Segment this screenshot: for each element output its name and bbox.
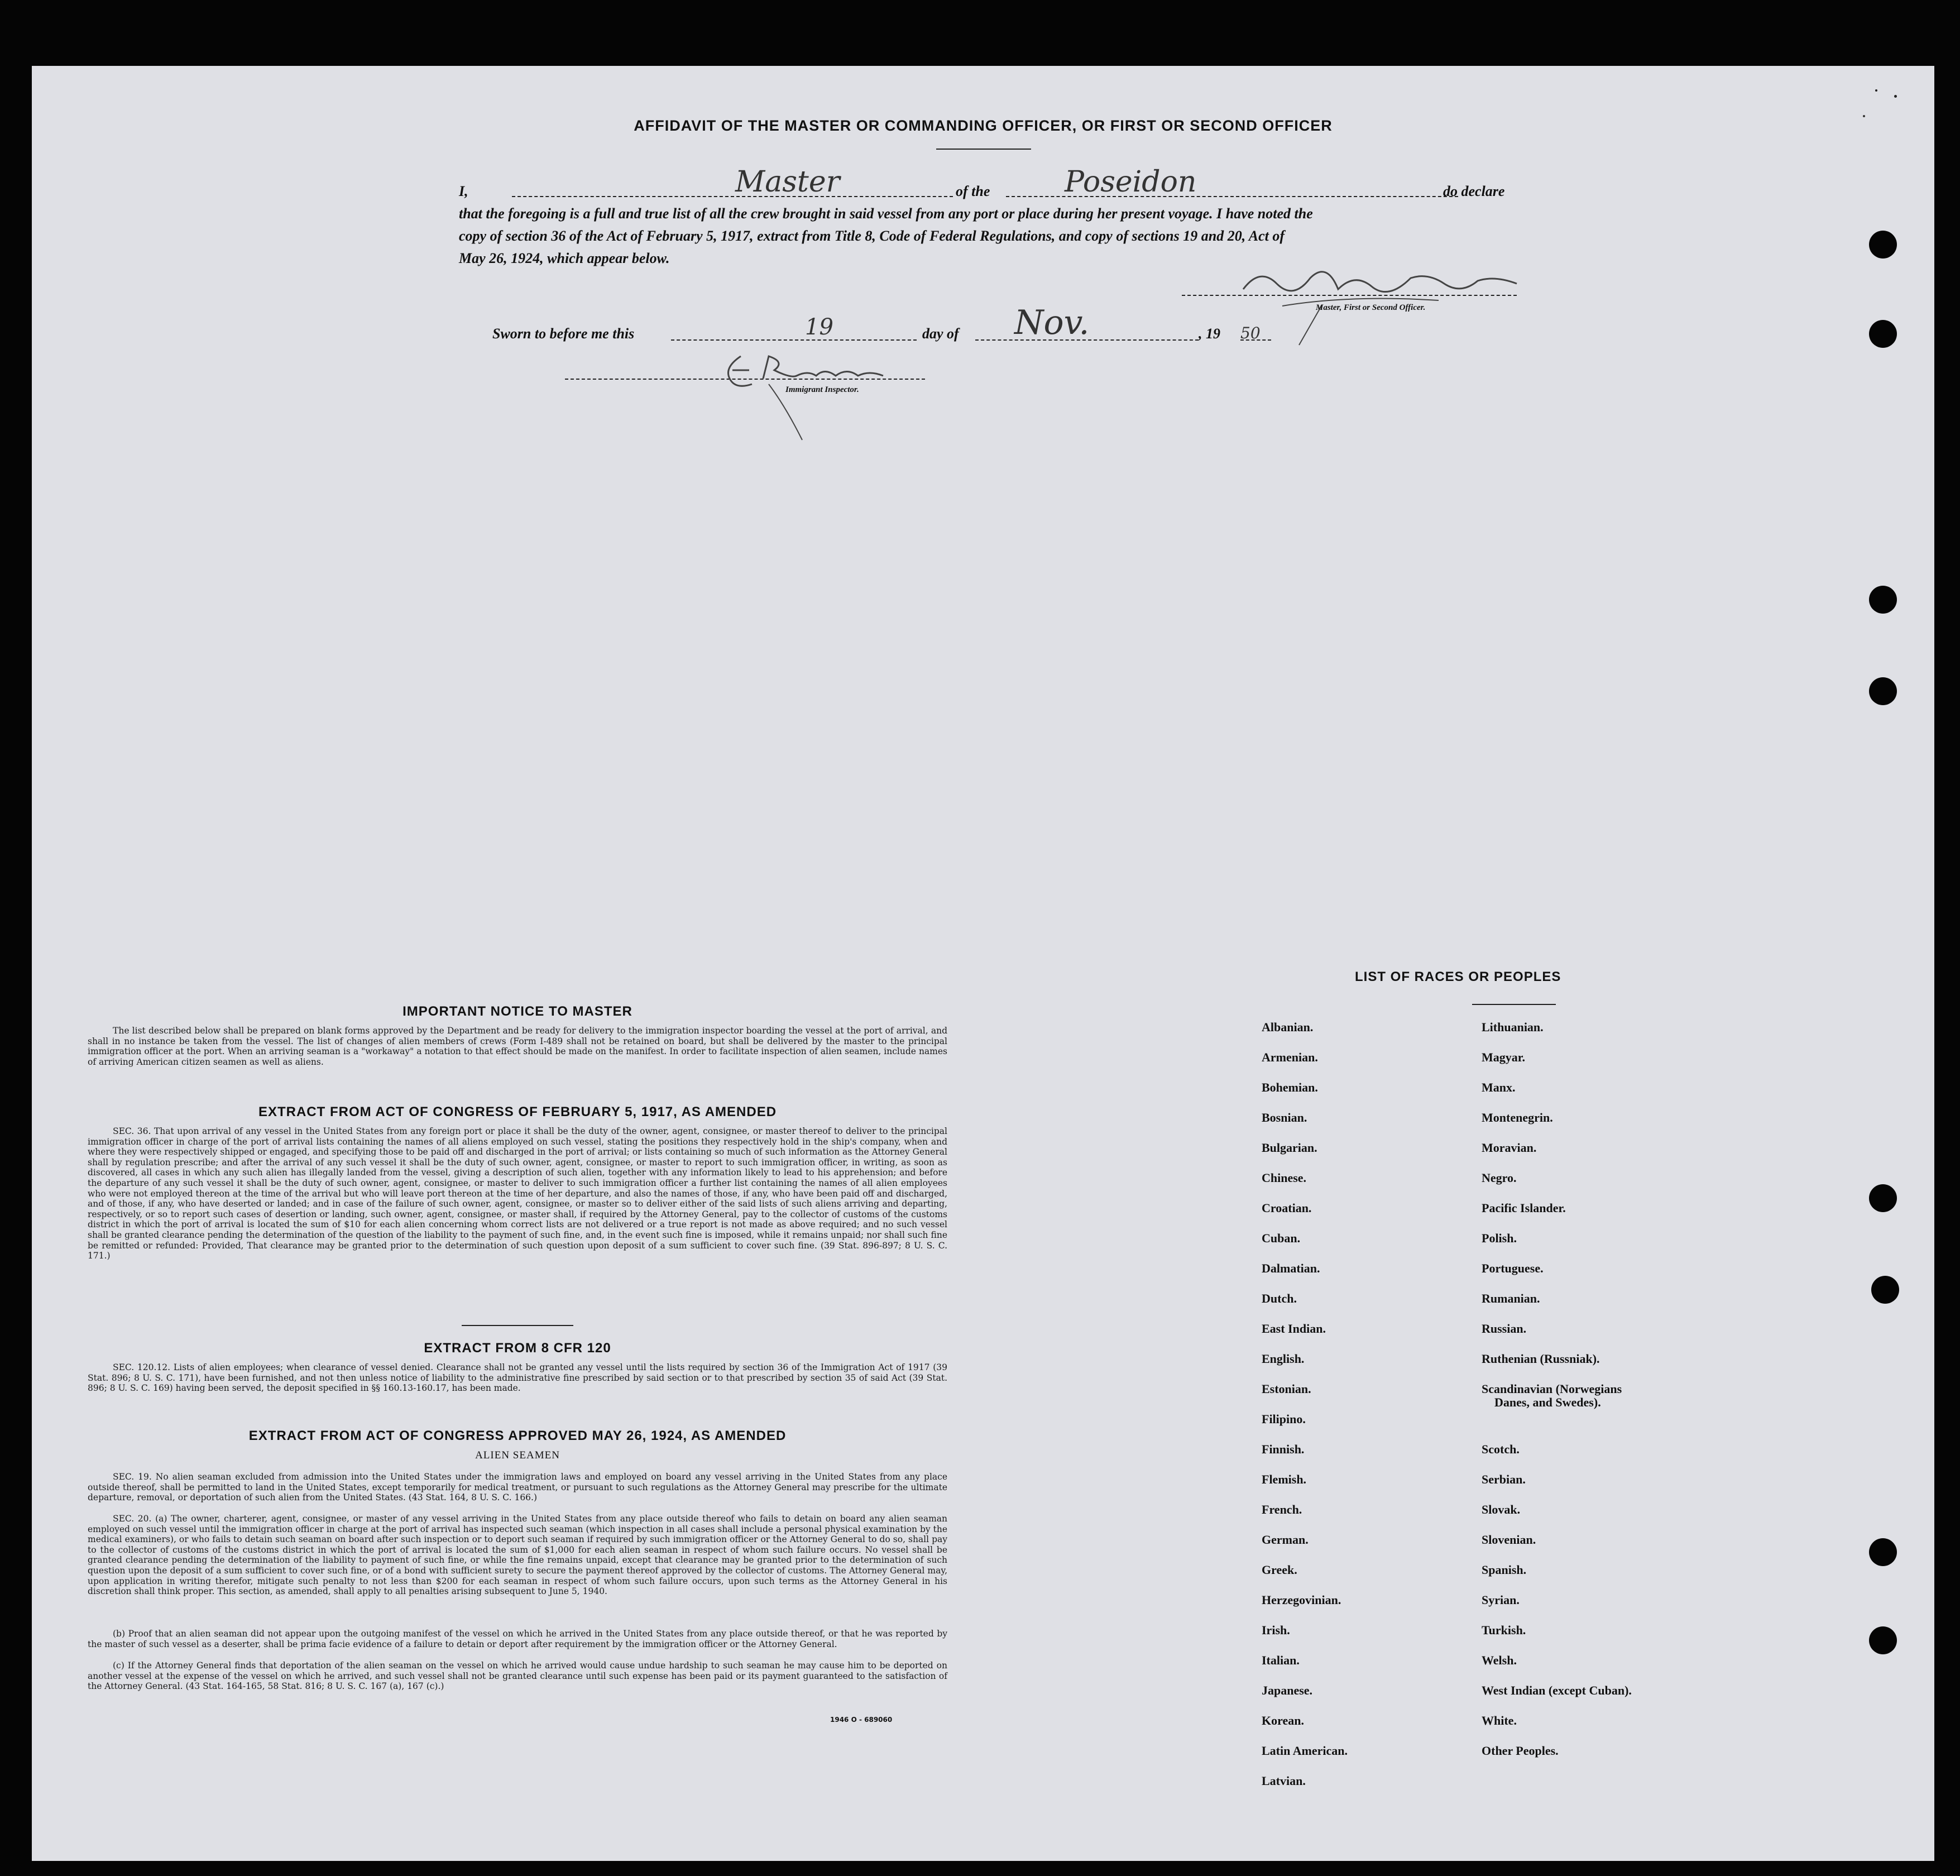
- race-item: Welsh.: [1482, 1653, 1517, 1667]
- extract-1924-sec20a: SEC. 20. (a) The owner, charterer, agent, consignee, or master of any vessel arriving in the United States from any place outside thereof who fails to detain on board any alien seaman employed on such vessel until the immigration officer in charge at the port of arrival has inspected such seaman (which inspection in all cases shall include a personal physical examination by the medical examiners), or who fails to detain such seaman on board after such inspection or to deport such seaman if required by such immigration officer or the Attorney General to do so, shall pay to the collector of customs of the customs district in which the port of arrival is located the sum of $1,000 for each alien seaman in respect of whom such failure occurs. No vessel shall be granted clearance pending the determination of the liability to payment of such fine, or while the fine remains unpaid, except that clearance may be granted prior to the determination of such question upon the deposit of a sum sufficient to cover such fine, or of a bond with sufficient surety to secure the payment thereof approved by the collector of customs. The Attorney General may, upon application in writing therefor, mitigate such penalty to not less than $200 for each seaman in respect of whom such failure occurs, upon such terms as the Attorney General in his discretion shall think proper. This section, as amended, shall apply to all penalties arising subsequent to June 5, 1940.: [88, 1514, 947, 1597]
- race-item: Latvian.: [1262, 1774, 1306, 1788]
- punch-hole: [1869, 320, 1897, 348]
- race-item: Bohemian.: [1262, 1080, 1318, 1094]
- race-item: Estonian.: [1262, 1382, 1311, 1396]
- race-item: Korean.: [1262, 1714, 1304, 1727]
- race-item: Pacific Islander.: [1482, 1201, 1566, 1215]
- race-item: Slovak.: [1482, 1502, 1521, 1516]
- section-divider: [462, 1325, 573, 1326]
- race-item: West Indian (except Cuban).: [1482, 1683, 1632, 1697]
- race-item: Finnish.: [1262, 1442, 1305, 1456]
- filled-rank: Master: [735, 165, 840, 199]
- notice-body: The list described below shall be prepared on blank forms approved by the Department and be ready for delivery to the immigration inspector boarding the vessel at the port of arrival, and shall in no instance be taken from the vessel. The list of changes of alien members of crews (Form I-489 shall not be retained on board, but shall be delivered by the master to the principal immigration officer at the port. When an arriving seaman is a "workaway" a notation to that effect should be made on the manifest. In order to facilitate inspection of alien seamen, include names of arriving American citizen seamen as well as aliens.: [88, 1026, 947, 1067]
- extract-1917-title: EXTRACT FROM ACT OF CONGRESS OF FEBRUARY 5, 1917, AS AMENDED: [258, 1104, 777, 1119]
- punch-hole: [1869, 231, 1897, 259]
- punch-hole: [1871, 1276, 1899, 1304]
- print-code: 1946 O - 689060: [830, 1716, 893, 1724]
- declaration-line-1-suffix: do declare: [1443, 183, 1505, 199]
- declaration-line-1-prefix: I,: [459, 183, 468, 199]
- punch-hole: [1869, 586, 1897, 614]
- race-item: Moravian.: [1482, 1141, 1537, 1155]
- extract-1924-sec20c: (c) If the Attorney General finds that deportation of the alien seaman on the vessel on which he arrived would cause undue hardship to such seaman he may cause him to be deported on another vessel at the expense of the vessel on which he arrived, and such vessel shall not be granted clearance until such expense has been paid or its payment guaranteed to the satisfaction of the Attorney General. (43 Stat. 164-165, 58 Stat. 816; 8 U. S. C. 167 (a), 167 (c).): [88, 1660, 947, 1692]
- officer-caption: Master, First or Second Officer.: [1316, 303, 1426, 312]
- race-item: East Indian.: [1262, 1322, 1326, 1336]
- punch-hole: [1869, 1538, 1897, 1566]
- filled-vessel: Poseidon: [1065, 165, 1197, 199]
- sworn-year-prefix: , 19: [1199, 326, 1220, 342]
- race-item: Danes, and Swedes).: [1494, 1395, 1601, 1409]
- race-item: French.: [1262, 1502, 1302, 1516]
- extract-1924-sec20b: (b) Proof that an alien seaman did not appear upon the outgoing manifest of the vessel on which he arrived in the United States from any place outside thereof, or that he was reported by the master of such vessel as a deserter, shall be prima facie evidence of a failure to detain or deport after requirement by the immigration officer or the Attorney General.: [88, 1629, 947, 1649]
- race-item: Herzegovinian.: [1262, 1593, 1341, 1607]
- speck: [1875, 89, 1877, 92]
- sworn-day-field: [671, 339, 917, 341]
- punch-hole: [1869, 677, 1897, 705]
- declaration-line-3: copy of section 36 of the Act of February 5, 1917, extract from Title 8, Code of Federal Regulations, and copy of sections 19 and 20, Act of: [459, 228, 1285, 244]
- document-page: [32, 66, 1934, 1861]
- race-item: Armenian.: [1262, 1050, 1318, 1064]
- sworn-day-label: day of: [922, 326, 959, 342]
- race-item: Irish.: [1262, 1623, 1290, 1637]
- inspector-caption: Immigrant Inspector.: [785, 385, 859, 394]
- speck: [1894, 95, 1897, 98]
- inspector-signature: [718, 345, 919, 446]
- extract-1924-title: EXTRACT FROM ACT OF CONGRESS APPROVED MAY 26, 1924, AS AMENDED: [248, 1428, 787, 1443]
- filled-month: Nov.: [1014, 303, 1090, 342]
- rank-field: [512, 196, 953, 197]
- race-item: Latin American.: [1262, 1744, 1348, 1758]
- races-title: LIST OF RACES OR PEOPLES: [1355, 969, 1561, 984]
- affidavit-title: AFFIDAVIT OF THE MASTER OR COMMANDING OFFICER, OR FIRST OR SECOND OFFICER: [634, 117, 1333, 134]
- race-item: Dutch.: [1262, 1291, 1297, 1305]
- race-item: Polish.: [1482, 1231, 1517, 1245]
- race-item: English.: [1262, 1352, 1305, 1366]
- title-underline: [936, 149, 1031, 150]
- race-item: Bosnian.: [1262, 1111, 1307, 1124]
- race-item: Dalmatian.: [1262, 1261, 1320, 1275]
- sworn-prefix: Sworn to before me this: [492, 326, 635, 342]
- race-item: Serbian.: [1482, 1472, 1526, 1486]
- race-item: Montenegrin.: [1482, 1111, 1553, 1124]
- race-item: Chinese.: [1262, 1171, 1307, 1185]
- filled-year: 50: [1240, 324, 1261, 342]
- declaration-line-1-mid: of the: [956, 183, 990, 199]
- extract-1924-sec19: SEC. 19. No alien seaman excluded from admission into the United States under the immigration laws and employed on board any vessel arriving in the United States from any place outside thereof, shall be permitted to land in the United States, except temporarily for medical treatment, or pursuant to such regulations as the Attorney General may prescribe for the ultimate departure, removal, or deportation of such alien from the United States. (43 Stat. 164, 8 U. S. C. 166.): [88, 1472, 947, 1503]
- races-title-underline: [1472, 1004, 1556, 1005]
- race-item: Japanese.: [1262, 1683, 1313, 1697]
- race-item: White.: [1482, 1714, 1517, 1727]
- race-item: Scotch.: [1482, 1442, 1520, 1456]
- race-item: Filipino.: [1262, 1412, 1306, 1426]
- race-item: Rumanian.: [1482, 1291, 1540, 1305]
- race-item: Albanian.: [1262, 1020, 1314, 1034]
- race-item: Other Peoples.: [1482, 1744, 1559, 1758]
- race-item: Croatian.: [1262, 1201, 1312, 1215]
- race-item: Scandinavian (Norwegians: [1482, 1382, 1622, 1396]
- race-item: Lithuanian.: [1482, 1020, 1544, 1034]
- race-item: Russian.: [1482, 1322, 1527, 1336]
- race-item: Portuguese.: [1482, 1261, 1544, 1275]
- race-item: Magyar.: [1482, 1050, 1526, 1064]
- race-item: Bulgarian.: [1262, 1141, 1317, 1155]
- race-item: Italian.: [1262, 1653, 1300, 1667]
- punch-hole: [1869, 1184, 1897, 1212]
- race-item: Turkish.: [1482, 1623, 1526, 1637]
- race-item: Manx.: [1482, 1080, 1516, 1094]
- race-item: Negro.: [1482, 1171, 1517, 1185]
- punch-hole: [1869, 1626, 1897, 1654]
- declaration-line-2: that the foregoing is a full and true list of all the crew brought in said vessel from any port or place during her present voyage. I have noted the: [459, 205, 1313, 222]
- race-item: Greek.: [1262, 1563, 1297, 1577]
- extract-cfr-body: SEC. 120.12. Lists of alien employees; when clearance of vessel denied. Clearance shall not be granted any vessel until the lists required by section 36 of the Immigration Act of 1917 (39 Stat. 896; 8 U. S. C. 171), have been furnished, and not then unless notice of liability to the administrative fine prescribed by said section or to that prescribed by section 35 of said Act (39 Stat. 896; 8 U. S. C. 169) having been served, the deposit specified in §§ 160.13-160.17, has been made.: [88, 1362, 947, 1394]
- race-item: Flemish.: [1262, 1472, 1307, 1486]
- race-item: Syrian.: [1482, 1593, 1520, 1607]
- race-item: German.: [1262, 1533, 1309, 1547]
- race-item: Cuban.: [1262, 1231, 1301, 1245]
- race-item: Spanish.: [1482, 1563, 1527, 1577]
- extract-cfr-title: EXTRACT FROM 8 CFR 120: [424, 1341, 611, 1356]
- extract-1924-subtitle: ALIEN SEAMEN: [475, 1449, 560, 1461]
- notice-title: IMPORTANT NOTICE TO MASTER: [402, 1004, 632, 1019]
- race-item: Slovenian.: [1482, 1533, 1536, 1547]
- declaration-line-4: May 26, 1924, which appear below.: [459, 250, 670, 266]
- race-item: Ruthenian (Russniak).: [1482, 1352, 1600, 1366]
- extract-1917-body: SEC. 36. That upon arrival of any vessel in the United States from any foreign port or place it shall be the duty of the owner, agent, consignee, or master thereof to deliver to the principal immigration officer in charge of the port of arrival lists containing the names of all aliens employed on such vessel, stating the positions they respectively hold in the ship's company, when and where they were respectively shipped or engaged, and specifying those to be paid off and discharged in the port of arrival; or lists containing so much of such information as the Attorney General shall by regulation prescribe; and after the arrival of any such vessel it shall be the duty of such owner, agent, consignee, or master to report to such immigration officer, in writing, as soon as discovered, all cases in which any such alien has illegally landed from the vessel, giving a description of such alien, together with any information likely to lead to his apprehension; and before the departure of any such vessel it shall be the duty of such owner, agent, consignee, or master to deliver to such immigration officer a further list containing the names of all alien employees who were not employed thereon at the time of the arrival but who will leave port thereon at the time of her departure, and also the names of those, if any, who have been paid off and discharged, and of those, if any, who have deserted or landed; and in case of the failure of such owner, agent, consignee, or master so to deliver either of the said lists of such aliens arriving and departing, respectively, or so to report such cases of desertion or landing, such owner, agent, consignee, or master shall, if required by the Attorney General, pay to the collector of customs of the customs district in which the port of arrival is located the sum of $10 for each alien concerning whom correct lists are not delivered or a true report is not made as above required; and no such vessel shall be granted clearance pending the determination of the question of the liability to the payment of such fine, and, in the event such fine is imposed, while it remains unpaid; nor shall such fine be remitted or refunded: Provided, That clearance may be granted prior to the determination of such question upon deposit of a sum sufficient to cover such fine. (39 Stat. 896-897; 8 U. S. C. 171.): [88, 1126, 947, 1261]
- filled-day: 19: [805, 314, 833, 340]
